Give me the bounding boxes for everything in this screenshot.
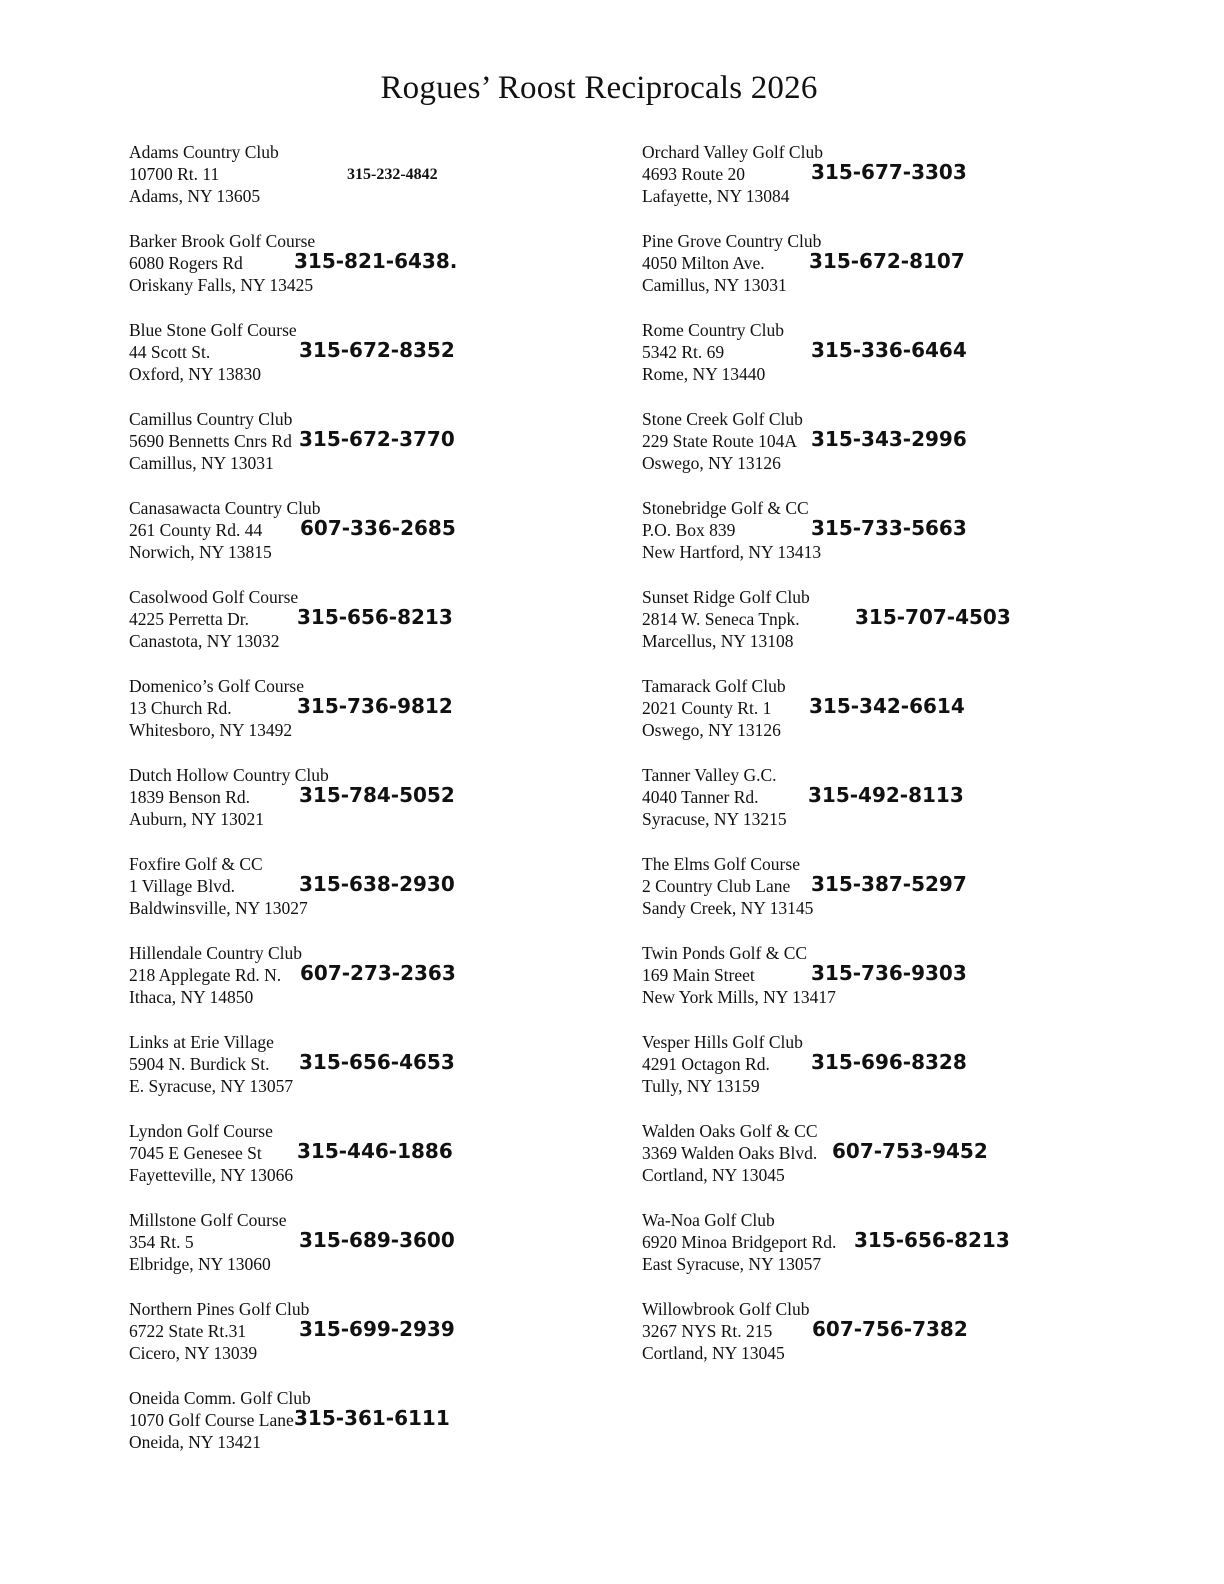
club-name: Barker Brook Golf Course (129, 231, 316, 251)
club-address: 4693 Route 20 (642, 164, 746, 184)
club-phone: 315-784-5052 (299, 783, 455, 807)
club-address: 2 Country Club Lane (642, 876, 791, 896)
club-city: Lafayette, NY 13084 (642, 186, 790, 206)
club-city: Camillus, NY 13031 (129, 453, 274, 473)
club-city: Cortland, NY 13045 (642, 1343, 785, 1363)
club-city: Marcellus, NY 13108 (642, 631, 794, 651)
left-club-list (129, 141, 599, 1476)
club-phone: 315-707-4503 (855, 605, 1011, 629)
club-phone: 315-656-4653 (299, 1050, 455, 1074)
club-name: Links at Erie Village (129, 1032, 274, 1052)
club-phone: 315-336-6464 (811, 338, 967, 362)
club-phone: 315-672-3770 (299, 427, 455, 451)
club-name: Oneida Comm. Golf Club (129, 1388, 311, 1408)
club-address: 4040 Tanner Rd. (642, 787, 759, 807)
club-city: Tully, NY 13159 (642, 1076, 760, 1096)
club-phone: 607-756-7382 (812, 1317, 968, 1341)
club-city: Oneida, NY 13421 (129, 1432, 262, 1452)
club-entry (642, 319, 1112, 408)
club-address: 1 Village Blvd. (129, 876, 236, 896)
club-phone: 315-733-5663 (811, 516, 967, 540)
club-phone: 315-656-8213 (854, 1228, 1010, 1252)
club-address: 6080 Rogers Rd (129, 253, 243, 273)
club-phone: 315-638-2930 (299, 872, 455, 896)
club-entry (642, 586, 1112, 675)
club-name: Sunset Ridge Golf Club (642, 587, 810, 607)
club-entry (129, 408, 599, 497)
club-city: Sandy Creek, NY 13145 (642, 898, 814, 918)
club-phone: 315-446-1886 (297, 1139, 453, 1163)
club-address: 1070 Golf Course Lane (129, 1410, 294, 1430)
club-entry (129, 497, 599, 586)
club-name: Blue Stone Golf Course (129, 320, 297, 340)
club-address: 229 State Route 104A (642, 431, 798, 451)
club-city: Camillus, NY 13031 (642, 275, 787, 295)
club-phone: 315-736-9303 (811, 961, 967, 985)
club-phone: 607-753-9452 (832, 1139, 988, 1163)
club-city: Whitesboro, NY 13492 (129, 720, 293, 740)
club-entry (129, 764, 599, 853)
club-name: Hillendale Country Club (129, 943, 303, 963)
club-entry (642, 141, 1112, 230)
club-address: 2814 W. Seneca Tnpk. (642, 609, 800, 629)
club-city: Oswego, NY 13126 (642, 720, 781, 740)
club-name: Rome Country Club (642, 320, 784, 340)
club-name: Pine Grove Country Club (642, 231, 822, 251)
club-city: Baldwinsville, NY 13027 (129, 898, 308, 918)
club-city: Norwich, NY 13815 (129, 542, 272, 562)
club-phone: 315-672-8107 (809, 249, 965, 273)
club-entry (129, 1031, 599, 1120)
page-title: Rogues’ Roost Reciprocals 2026 (380, 70, 818, 106)
club-address: 218 Applegate Rd. N. (129, 965, 282, 985)
club-city: Adams, NY 13605 (129, 186, 261, 206)
club-address: 44 Scott St. (129, 342, 211, 362)
club-entry (129, 942, 599, 1031)
club-address: 4050 Milton Ave. (642, 253, 765, 273)
club-phone: 315-672-8352 (299, 338, 455, 362)
club-entry (129, 853, 599, 942)
club-name: Adams Country Club (129, 142, 279, 162)
club-name: Millstone Golf Course (129, 1210, 287, 1230)
club-name: Casolwood Golf Course (129, 587, 299, 607)
club-entry (642, 1120, 1112, 1209)
club-city: Oswego, NY 13126 (642, 453, 781, 473)
club-entry (642, 408, 1112, 497)
club-name: Foxfire Golf & CC (129, 854, 263, 874)
club-name: Domenico’s Golf Course (129, 676, 304, 696)
club-entry (129, 1120, 599, 1209)
club-phone: 315-821-6438. (294, 249, 458, 273)
club-city: Syracuse, NY 13215 (642, 809, 787, 829)
club-phone: 315-736-9812 (297, 694, 453, 718)
club-address: 6722 State Rt.31 (129, 1321, 247, 1341)
club-phone: 315-492-8113 (808, 783, 964, 807)
club-city: Fayetteville, NY 13066 (129, 1165, 294, 1185)
club-name: Orchard Valley Golf Club (642, 142, 823, 162)
club-address: 13 Church Rd. (129, 698, 232, 718)
club-name: Canasawacta Country Club (129, 498, 321, 518)
club-address: P.O. Box 839 (642, 520, 736, 540)
club-entry (129, 1209, 599, 1298)
club-address: 5690 Bennetts Cnrs Rd (129, 431, 292, 451)
club-city: Auburn, NY 13021 (129, 809, 264, 829)
club-entry (642, 853, 1112, 942)
club-phone: 315-387-5297 (811, 872, 967, 896)
club-entry (642, 675, 1112, 764)
club-address: 5342 Rt. 69 (642, 342, 725, 362)
club-address: 3369 Walden Oaks Blvd. (642, 1143, 818, 1163)
club-address: 5904 N. Burdick St. (129, 1054, 270, 1074)
club-name: The Elms Golf Course (642, 854, 800, 874)
club-entry (642, 497, 1112, 586)
club-entry (129, 586, 599, 675)
club-entry (642, 1298, 1112, 1387)
club-city: Oriskany Falls, NY 13425 (129, 275, 314, 295)
club-name: Willowbrook Golf Club (642, 1299, 810, 1319)
club-name: Lyndon Golf Course (129, 1121, 273, 1141)
club-entry (642, 1209, 1112, 1298)
club-name: Stone Creek Golf Club (642, 409, 803, 429)
club-entry (129, 1298, 599, 1387)
club-address: 4291 Octagon Rd. (642, 1054, 770, 1074)
club-phone: 315-689-3600 (299, 1228, 455, 1252)
club-name: Camillus Country Club (129, 409, 293, 429)
club-address: 3267 NYS Rt. 215 (642, 1321, 773, 1341)
club-city: Cicero, NY 13039 (129, 1343, 258, 1363)
club-entry (129, 1387, 599, 1476)
club-address: 261 County Rd. 44 (129, 520, 263, 540)
right-club-list (642, 141, 1112, 1387)
club-address: 4225 Perretta Dr. (129, 609, 250, 629)
club-city: New Hartford, NY 13413 (642, 542, 822, 562)
club-city: E. Syracuse, NY 13057 (129, 1076, 294, 1096)
club-phone: 315-656-8213 (297, 605, 453, 629)
club-name: Northern Pines Golf Club (129, 1299, 310, 1319)
club-city: Elbridge, NY 13060 (129, 1254, 271, 1274)
club-entry (129, 319, 599, 408)
club-city: Canastota, NY 13032 (129, 631, 280, 651)
club-entry (642, 764, 1112, 853)
club-entry (129, 141, 599, 230)
club-address: 6920 Minoa Bridgeport Rd. (642, 1232, 837, 1252)
club-city: New York Mills, NY 13417 (642, 987, 836, 1007)
club-entry (642, 942, 1112, 1031)
club-entry (129, 230, 599, 319)
club-phone: 315-343-2996 (811, 427, 967, 451)
club-name: Tanner Valley G.C. (642, 765, 777, 785)
club-phone: 315-361-6111 (294, 1406, 450, 1430)
club-city: East Syracuse, NY 13057 (642, 1254, 822, 1274)
club-name: Walden Oaks Golf & CC (642, 1121, 818, 1141)
club-name: Stonebridge Golf & CC (642, 498, 809, 518)
club-name: Twin Ponds Golf & CC (642, 943, 808, 963)
club-name: Dutch Hollow Country Club (129, 765, 329, 785)
club-city: Rome, NY 13440 (642, 364, 766, 384)
club-phone: 607-336-2685 (300, 516, 456, 540)
club-address: 1839 Benson Rd. (129, 787, 251, 807)
club-address: 10700 Rt. 11 (129, 164, 220, 184)
club-city: Oxford, NY 13830 (129, 364, 262, 384)
club-address: 354 Rt. 5 (129, 1232, 194, 1252)
club-address: 7045 E Genesee St (129, 1143, 262, 1163)
club-phone: 315-677-3303 (811, 160, 967, 184)
club-address: 2021 County Rt. 1 (642, 698, 772, 718)
club-phone: 315-232-4842 (347, 166, 438, 183)
club-entry (129, 675, 599, 764)
club-entry (642, 230, 1112, 319)
club-name: Vesper Hills Golf Club (642, 1032, 803, 1052)
club-address: 169 Main Street (642, 965, 755, 985)
club-city: Ithaca, NY 14850 (129, 987, 254, 1007)
club-phone: 607-273-2363 (300, 961, 456, 985)
club-phone: 315-696-8328 (811, 1050, 967, 1074)
club-name: Tamarack Golf Club (642, 676, 786, 696)
club-phone: 315-699-2939 (299, 1317, 455, 1341)
club-name: Wa-Noa Golf Club (642, 1210, 775, 1230)
club-entry (642, 1031, 1112, 1120)
club-phone: 315-342-6614 (809, 694, 965, 718)
club-city: Cortland, NY 13045 (642, 1165, 785, 1185)
